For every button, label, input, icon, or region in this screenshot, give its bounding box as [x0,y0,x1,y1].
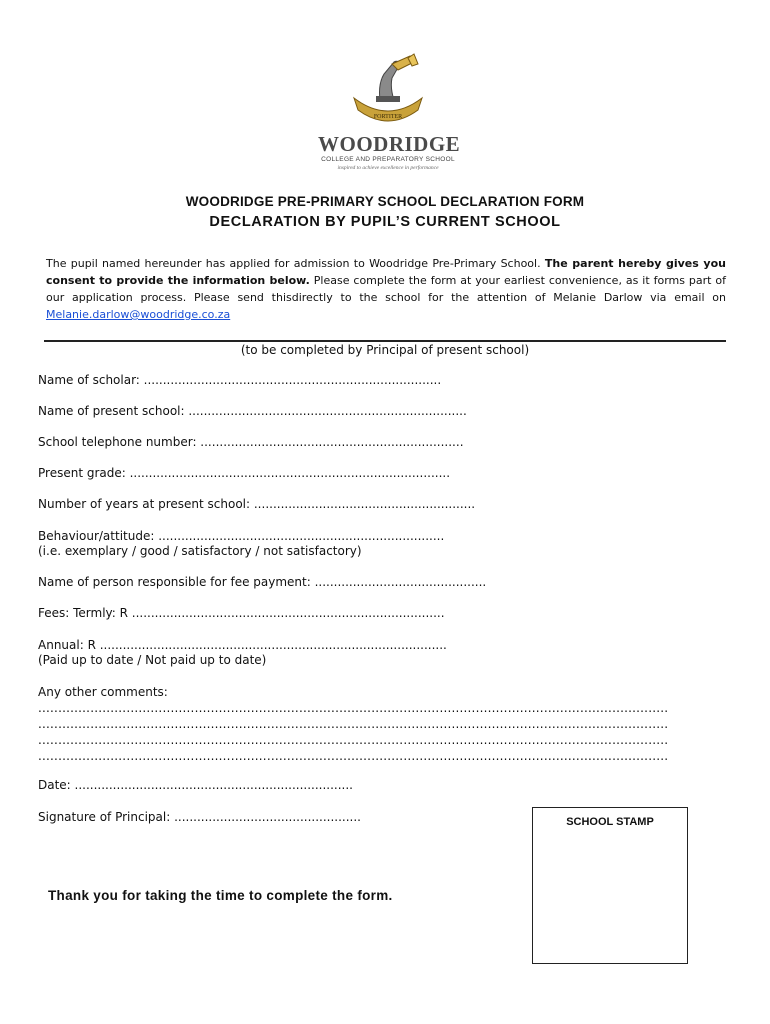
school-name: WOODRIDGE [318,132,461,156]
school-stamp-box[interactable] [532,807,688,964]
comment-line[interactable]: ............................................................................................................................................................. [38,701,669,715]
intro-text-2: Please complete the form at your earliest convenience, as it forms part of our application process. Please send thisdirectly to the school for the attention of Melanie Darlow via email on [46,274,726,304]
crest-icon [340,52,436,132]
field-school-telephone[interactable]: School telephone number: ..................................................................... [38,435,464,449]
field-behaviour[interactable]: Behaviour/attitude: ........................................................................... [38,529,445,543]
divider [44,340,726,342]
school-stamp-label: SCHOOL STAMP [566,816,654,828]
completion-note: (to be completed by Principal of present school) [240,343,530,357]
comments-label: Any other comments: [38,685,168,699]
annual-hint: (Paid up to date / Not paid up to date) [38,653,267,667]
school-logo [318,52,461,177]
field-fee-person[interactable]: Name of person responsible for fee payment: ............................................. [38,575,487,589]
field-date[interactable]: Date: ......................................................................... [38,778,353,792]
email-link[interactable]: Melanie.darlow@woodridge.co.za [46,308,231,321]
comment-line[interactable]: ............................................................................................................................................................. [38,749,669,763]
banner-text: FORTITER [373,114,403,120]
form-title: WOODRIDGE PRE-PRIMARY SCHOOL DECLARATION FORM [185,194,585,209]
intro-text-1: The pupil named hereunder has applied for admission to Woodridge Pre-Primary School. [46,257,545,270]
form-subtitle: DECLARATION BY PUPIL’S CURRENT SCHOOL [209,214,561,230]
intro-consent: The parent hereby gives you consent to provide the information below. [46,257,726,287]
field-present-school[interactable]: Name of present school: ......................................................................... [38,404,467,418]
field-years-at-school[interactable]: Number of years at present school: .......................................................... [38,497,476,511]
thank-you-note: Thank you for taking the time to complete the form. [48,888,393,903]
field-scholar-name[interactable]: Name of scholar: .............................................................................. [38,373,442,387]
school-subtitle: COLLEGE AND PREPARATORY SCHOOL [321,156,455,163]
school-motto: inspired to achieve excellence in performance [337,165,439,171]
comment-line[interactable]: ............................................................................................................................................................. [38,733,669,747]
field-present-grade[interactable]: Present grade: .................................................................................... [38,466,451,480]
comment-line[interactable]: ............................................................................................................................................................. [38,717,669,731]
intro-paragraph [46,255,726,323]
field-principal-signature[interactable]: Signature of Principal: ................................................. [38,810,361,824]
field-fees-termly[interactable]: Fees: Termly: R .................................................................................. [38,606,445,620]
field-fees-annual[interactable]: Annual: R ........................................................................................... [38,638,447,652]
behaviour-hint: (i.e. exemplary / good / satisfactory / not satisfactory) [38,544,362,558]
